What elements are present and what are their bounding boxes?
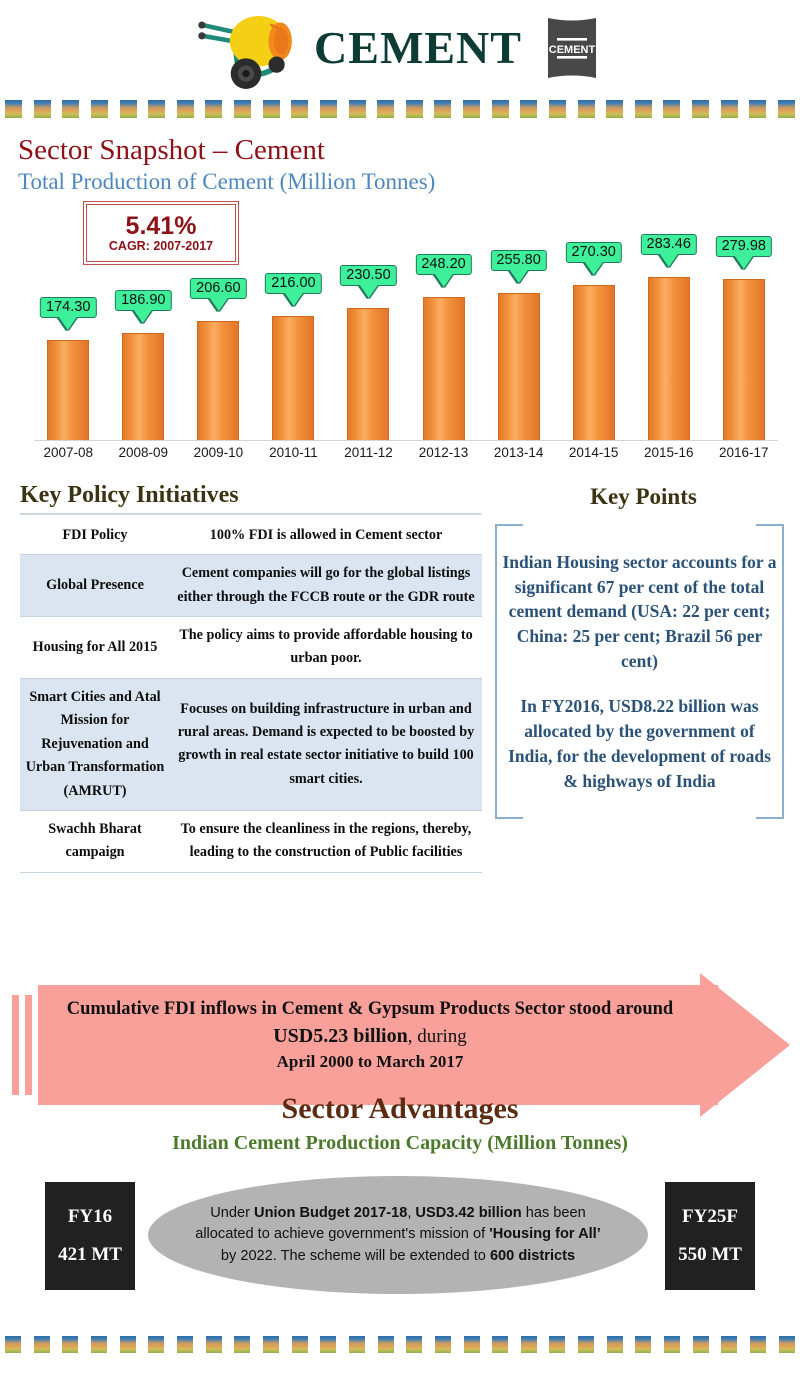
bar [723,279,765,440]
table-row [20,617,482,679]
fy25f-box [665,1182,755,1290]
chart-x-tick-labels [34,445,778,460]
bar-column [484,254,552,440]
x-tick-label: 2008-09 [118,444,169,460]
bar-value-callout: 255.80 [490,250,546,271]
key-points-heading: Key Points [590,483,697,509]
bar [347,308,389,440]
snapshot-subtitle: Total Production of Cement (Million Tonnes) [18,169,436,195]
bar-value-callout: 230.50 [340,265,396,286]
x-tick-label: 2009-10 [193,444,244,460]
bar-value-callout: 283.46 [641,234,697,255]
arrow-accent-bar-1 [12,995,19,1095]
chart-x-axis [34,440,778,441]
bar [498,293,540,440]
bar [272,316,314,440]
x-tick-label: 2011-12 [344,444,393,460]
bar-column [184,254,252,440]
bracket-bottom-right [756,791,784,819]
bar-value-callout: 186.90 [115,290,171,311]
bag-label: CEMENT [548,44,596,56]
decor-strip-bottom [5,1336,795,1358]
bar [648,277,690,440]
snapshot-title: Sector Snapshot – Cement [18,134,325,166]
policy-name-cell: Housing for All 2015 [32,638,158,655]
bar-value-callout: 206.60 [190,278,246,299]
bar [122,333,164,440]
advantages-title: Sector Advantages [281,1092,519,1125]
bar-column [109,254,177,440]
policy-desc-cell: The policy aims to provide affordable housing to urban poor. [179,627,473,667]
policy-name-cell: Swachh Bharat campaign [20,811,170,873]
policy-desc-cell: Focuses on building infrastructure in urban and rural areas. Demand is expected to be boosted by growth in real estate sector initiative to build 100 smart cities. [170,678,482,810]
budget-note-ellipse [148,1176,648,1294]
policy-desc-cell: Cement companies will go for the global listings either through the FCCB route or the GDR route [170,555,482,617]
policy-table [20,517,482,873]
bar [47,340,89,440]
cement-bag-icon [536,12,608,84]
x-tick-label: 2014-15 [568,444,619,460]
fy25f-value: 550 MT [678,1244,742,1265]
table-row [20,555,482,617]
bar-column [334,254,402,440]
budget-note-run: by 2022. The scheme will be extended to [220,1247,490,1264]
fdi-line-2-rest: , during [407,1025,467,1047]
bracket-right-line [782,524,784,820]
bar-column [259,254,327,440]
budget-note-emphasis: 600 districts [489,1247,576,1264]
x-tick-label: 2012-13 [418,444,469,460]
policy-desc-cell: 100% FDI is allowed in Cement sector [209,526,443,543]
page-title: CEMENT [314,22,522,73]
bracket-top-left [495,524,523,552]
policy-heading: Key Policy Initiatives [20,481,239,508]
budget-note-emphasis: Union Budget 2017-18 [254,1204,408,1221]
policy-name-cell: Smart Cities and Atal Mission for Rejuvenation and Urban Transformation (AMRUT) [20,678,170,810]
bar-value-callout: 174.30 [40,297,96,318]
budget-note-emphasis: USD3.42 billion [415,1204,522,1221]
budget-note-run: has been allocated to achieve government's mission of [195,1204,586,1243]
key-point-1: Indian Housing sector accounts for a significant 67 per cent of the total cement demand (USA: 22 per cent; China: 25 per cent; Brazil 56 per cent) [502,551,777,672]
fdi-amount: USD5.23 billion [273,1024,408,1047]
bar-column [409,254,477,440]
budget-note-run: , [407,1204,416,1221]
budget-note-run: Under [210,1204,255,1221]
fdi-line-1: Cumulative FDI inflows in Cement & Gypsum Products Sector stood around [66,999,674,1019]
policy-divider [20,513,482,515]
cagr-label: CAGR: 2007-2017 [108,238,214,253]
fy16-value: 421 MT [58,1244,122,1265]
x-tick-label: 2010-11 [269,444,318,460]
policy-desc-cell: To ensure the cleanliness in the regions, thereby, leading to the construction of Public facilities [170,811,482,873]
budget-note-text [188,1203,608,1268]
key-point-2: In FY2016, USD8.22 billion was allocated by the government of India, for the development of roads & highways of India [508,696,771,791]
cagr-value: 5.41% [125,211,197,240]
policy-name-cell: FDI Policy [62,526,128,543]
bar [423,297,465,439]
fdi-line-2 [40,1023,700,1051]
bar-value-callout: 279.98 [716,236,772,257]
fy16-label: FY16 [67,1206,113,1227]
bar-value-callout: 248.20 [415,254,471,275]
policy-name-cell: Global Presence [20,555,170,617]
x-tick-label: 2016-17 [719,444,769,460]
bar-column [635,236,703,440]
bar [573,285,615,440]
bar-column [710,238,778,440]
page-header [0,0,800,96]
concrete-mixer-icon [192,5,300,91]
bar [197,321,239,439]
bracket-top-right [756,524,784,552]
x-tick-label: 2015-16 [643,444,694,460]
bracket-left-line [495,524,497,820]
fy25f-label: FY25F [682,1206,738,1227]
capacity-comparison [0,1176,800,1296]
fy16-box [45,1182,135,1290]
key-points-box [495,524,784,820]
x-tick-label: 2013-14 [493,444,544,460]
arrow-accent-bar-2 [25,995,32,1095]
advantages-subtitle: Indian Cement Production Capacity (Million Tonnes) [172,1132,628,1154]
budget-note-emphasis: 'Housing for All’ [489,1226,601,1243]
table-row [20,678,482,810]
bar-column [559,243,627,440]
bracket-bottom-left [495,791,523,819]
table-row [20,811,482,873]
bar-value-callout: 216.00 [265,273,321,294]
bar-value-callout: 270.30 [565,242,621,263]
fdi-line-3: April 2000 to March 2017 [276,1052,464,1072]
x-tick-label: 2007-08 [43,444,93,460]
production-bar-chart [0,202,800,482]
table-row [20,517,482,555]
bar-column [34,254,102,440]
decor-strip-top [5,100,795,122]
